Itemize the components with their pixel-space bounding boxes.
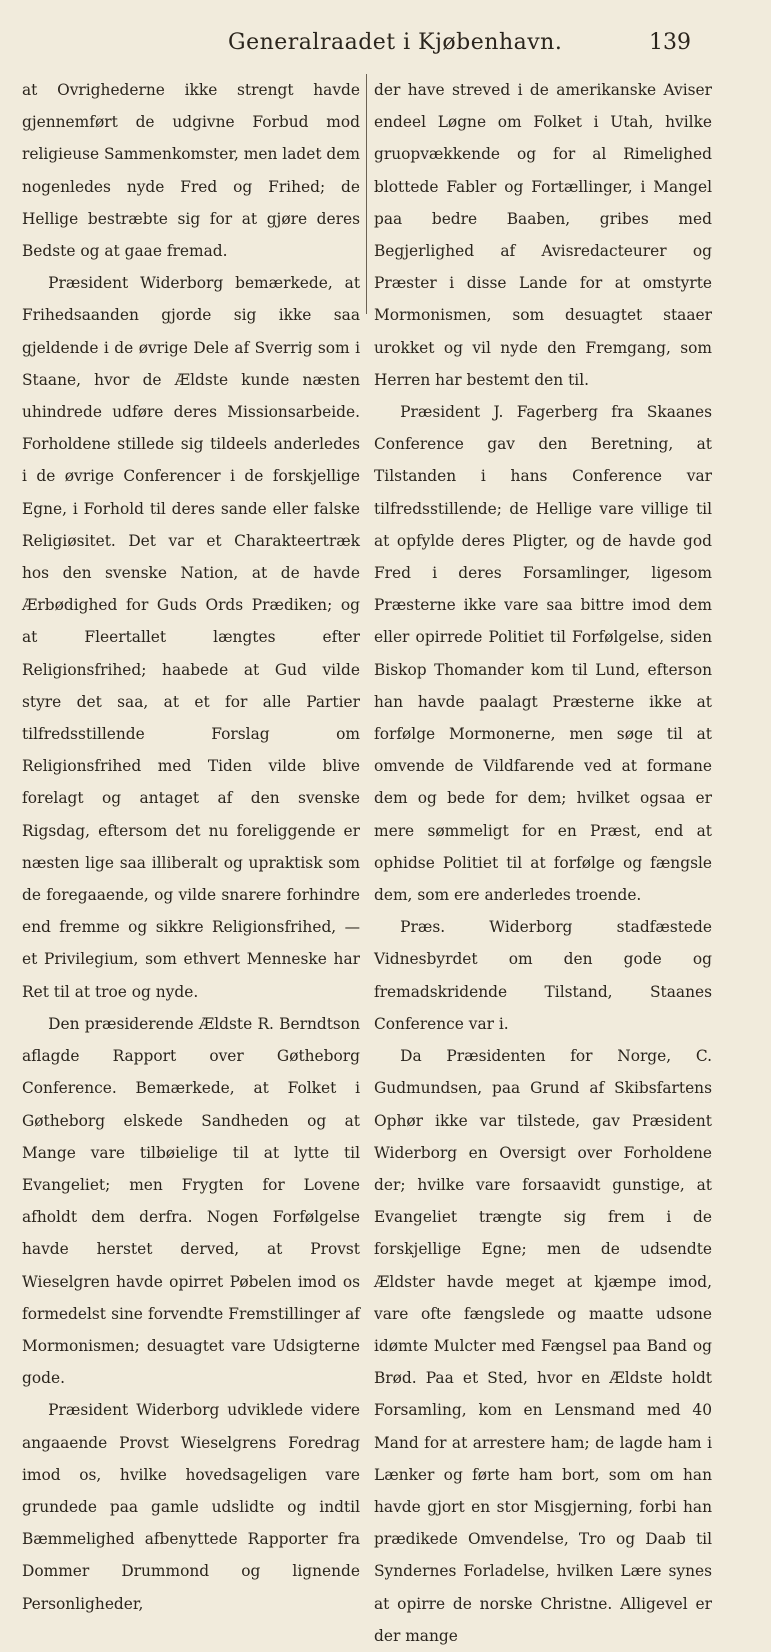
right-column <box>374 74 712 1645</box>
paragraph: Præsident J. Fagerberg fra Skaanes Conference gav den Beretning, at Tilstanden i hans Conference var tilfredsstillende; de Hellige vare villige til at opfylde deres Pligter, og de havde god Fred i deres Forsamlinger, ligesom Præsterne ikke vare saa bittre imod dem eller opirrede Politiet til Forfølgelse, siden Biskop Thomander kom til Lund, efterson han havde paalagt Præsterne ikke at forfølge Mormonerne, men søge til at omvende de Vildfarende ved at formane dem og bede for dem; hvilket ogsaa er mere sømmeligt for en Præst, end at ophidse Politiet til at forfølge og fængsle dem, som ere anderledes troende. <box>374 403 712 905</box>
paragraph: Præsident Widerborg udviklede videre angaaende Provst Wieselgrens Foredrag imod os, hvilke hovedsageligen vare grundede paa gamle udslidte og indtil Bæmmelighed afbenyttede Rapporter fra Dommer Drummond og lignende Personligheder, <box>22 1401 360 1613</box>
paragraph: Den præsiderende Ældste R. Berndtson aflagde Rapport over Gøtheborg Conference. Bemærkede, at Folket i Gøtheborg elskede Sandheden og at Mange vare tilbøielige til at lytte til Evangeliet; men Frygten for Lovene afholdt dem derfra. Nogen Forfølgelse havde herstet derved, at Provst Wieselgren havde opirret Pøbelen imod os formedelst sine forvendte Fremstillinger af Mormonismen; desuagtet vare Udsigterne gode. <box>22 1014 360 1388</box>
paragraph: Præsident Widerborg bemærkede, at Frihedsaanden gjorde sig ikke saa gjeldende i de øvrige Dele af Sverrig som i Staane, hvor de Ældste kunde næsten uhindrede udføre deres Missionsarbeide. Forholdene stillede sig tildeels anderledes i de øvrige Conferencer i de forskjellige Egne, i Forhold til deres sande eller falske Religiøsitet. Det var et Charakteertræk hos den svenske Nation, at de havde Ærbødighed for Guds Ords Prædiken; og at Fleertallet længtes efter Religionsfrihed; haabede at Gud vilde styre det saa, at et for alle Partier tilfredsstillende Forslag om Religionsfrihed med Tiden vilde blive forelagt og antaget af den svenske Rigsdag, eftersom det nu foreliggende er næsten lige saa illiberalt og upraktisk som de foregaaende, og vilde snarere forhindre end fremme og sikkre Religionsfrihed, — et Privilegium, som ethvert Menneske har Ret til at troe og nyde. <box>22 274 360 1001</box>
left-column <box>22 74 360 1613</box>
page-header <box>0 28 771 62</box>
page-number: 139 <box>649 30 691 55</box>
paragraph: Præs. Widerborg stadfæstede Vidnesbyrdet om den gode og fremadskridende Tilstand, Staanes Conference var i. <box>374 918 712 1033</box>
paragraph: at Ovrighederne ikke strengt havde gjennemført de udgivne Forbud mod religieuse Sammenkomster, men ladet dem nogenledes nyde Fred og Frihed; de Hellige bestræbte sig for at gjøre deres Bedste og at gaae fremad. <box>22 81 360 261</box>
column-divider <box>366 74 367 314</box>
paragraph: Da Præsidenten for Norge, C. Gudmundsen, paa Grund af Skibsfartens Ophør ikke var tilstede, gav Præsident Widerborg en Oversigt over Forholdene der; hvilke vare forsaavidt gunstige, at Evangeliet trængte sig frem i de forskjellige Egne; men de udsendte Ældster havde meget at kjæmpe imod, vare ofte fængslede og maatte udsone idømte Mulcter med Fængsel paa Band og Brød. Paa et Sted, hvor en Ældste holdt Forsamling, kom en Lensmand med 40 Mand for at arrestere ham; de lagde ham i Lænker og førte ham bort, som om han havde gjort en stor Misgjerning, forbi han prædikede Omvendelse, Tro og Daab til Syndernes Forladelse, hvilken Lære synes at opirre de norske Christne. Alligevel er der mange <box>374 1047 712 1645</box>
running-head: Generalraadet i Kjøbenhavn. <box>228 30 563 55</box>
paragraph: der have streved i de amerikanske Aviser endeel Løgne om Folket i Utah, hvilke gruopvækkende og for al Rimelighed blottede Fabler og Fortællinger, i Mangel paa bedre Baaben, gribes med Begjerlighed af Avisredacteurer og Præster i disse Lande for at omstyrte Mormonismen, som desuagtet staaer urokket og vil nyde den Fremgang, som Herren har bestemt den til. <box>374 81 712 389</box>
